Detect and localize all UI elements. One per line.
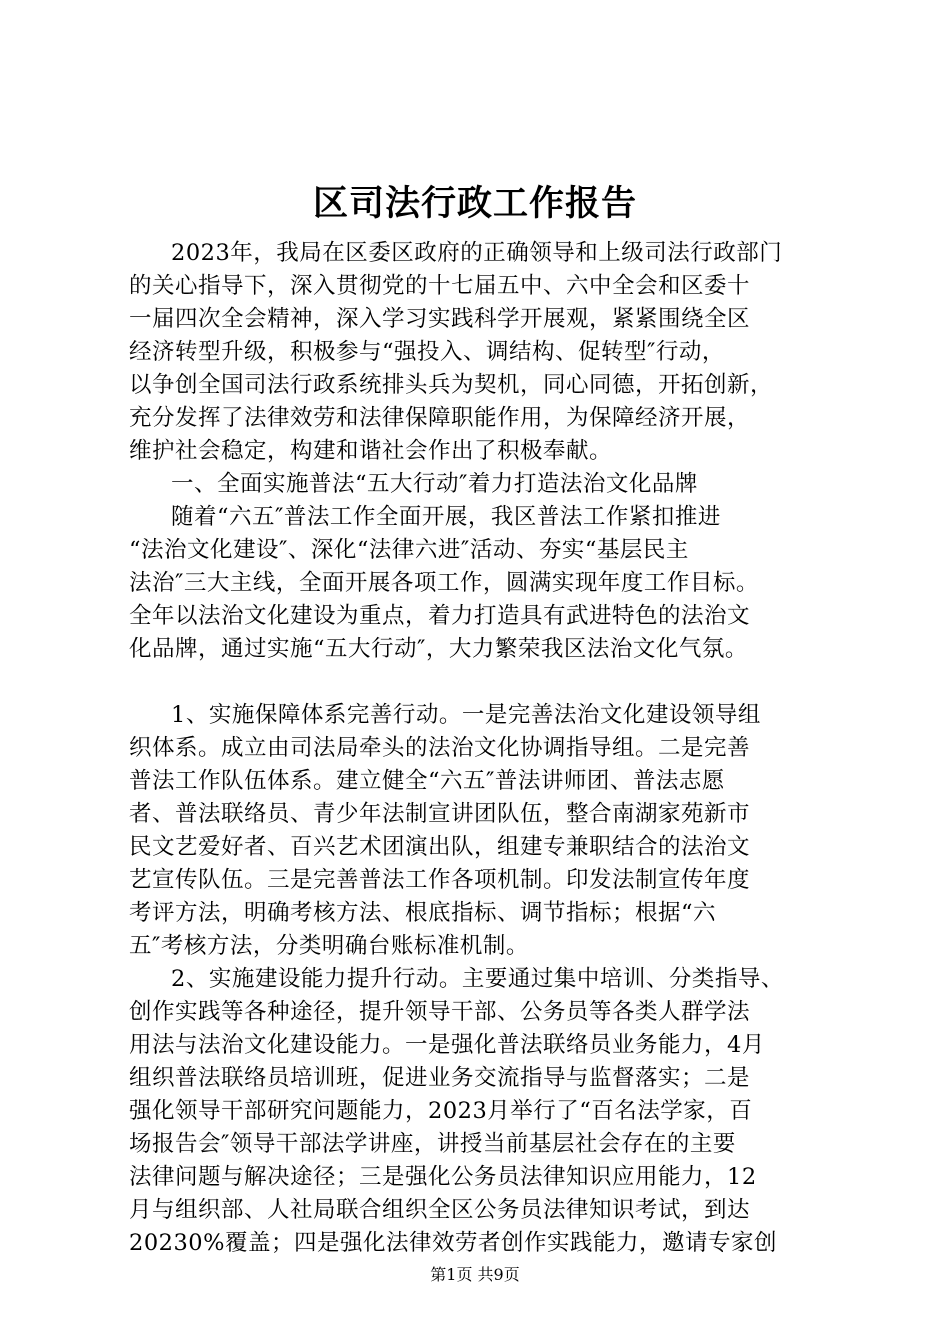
paragraph-line: 充分发挥了法律效劳和法律保障职能作用，为保障经济开展，	[129, 405, 751, 431]
paragraph-line: 月与组织部、人社局联合组织全区公务员法律知识考试，到达	[129, 1197, 751, 1223]
paragraph-line: 20230%覆盖；四是强化法律效劳者创作实践能力，邀请专家创	[129, 1230, 777, 1256]
section-heading: 一、全面实施普法“五大行动″着力打造法治文化品牌	[171, 471, 698, 497]
paragraph-line: 以争创全国司法行政系统排头兵为契机，同心同德，开拓创新，	[129, 372, 774, 398]
paragraph-line: 维护社会稳定，构建和谐社会作出了积极奉献。	[129, 438, 613, 464]
paragraph-line: 者、普法联络员、青少年法制宣讲团队伍，整合南湖家苑新市	[129, 801, 751, 827]
paragraph-line: 民文艺爱好者、百兴艺术团演出队，组建专兼职结合的法治文	[129, 834, 751, 860]
paragraph-line: 2023年，我局在区委区政府的正确领导和上级司法行政部门	[171, 240, 783, 266]
paragraph-line: 考评方法，明确考核方法、根底指标、调节指标；根据“六	[129, 900, 717, 926]
paragraph-line: 织体系。成立由司法局牵头的法治文化协调指导组。二是完善	[129, 735, 751, 761]
paragraph-line: 一届四次全会精神，深入学习实践科学开展观，紧紧围绕全区	[129, 306, 751, 332]
paragraph-line: 1、实施保障体系完善行动。一是完善法治文化建设领导组	[171, 702, 761, 728]
paragraph-line: 普法工作队伍体系。建立健全“六五″普法讲师团、普法志愿	[129, 768, 725, 794]
paragraph-line: 化品牌，通过实施“五大行动″，大力繁荣我区法治文化气氛。	[129, 636, 748, 662]
paragraph-line: 组织普法联络员培训班，促进业务交流指导与监督落实；二是	[129, 1065, 751, 1091]
paragraph-line: “法治文化建设″、深化“法律六进″活动、夯实“基层民主	[129, 537, 689, 563]
paragraph-line: 2、实施建设能力提升行动。主要通过集中培训、分类指导、	[171, 966, 784, 992]
paragraph-line: 的关心指导下，深入贯彻党的十七届五中、六中全会和区委十	[129, 273, 751, 299]
paragraph-line: 强化领导干部研究问题能力，2023月举行了“百名法学家，百	[129, 1098, 753, 1124]
page-footer: 第1页 共9页	[430, 1265, 520, 1284]
paragraph-line: 法治″三大主线，全面开展各项工作，圆满实现年度工作目标。	[129, 570, 759, 596]
paragraph-line: 用法与法治文化建设能力。一是强化普法联络员业务能力，4月	[129, 1032, 765, 1058]
paragraph-line: 五″考核方法，分类明确台账标准机制。	[129, 933, 529, 959]
paragraph-line: 随着“六五″普法工作全面开展，我区普法工作紧扣推进	[171, 504, 721, 530]
paragraph-line: 艺宣传队伍。三是完善普法工作各项机制。印发法制宣传年度	[129, 867, 751, 893]
paragraph-line: 全年以法治文化建设为重点，着力打造具有武进特色的法治文	[129, 603, 751, 629]
document-title: 区司法行政工作报告	[312, 183, 637, 224]
paragraph-line: 法律问题与解决途径；三是强化公务员法律知识应用能力，12	[129, 1164, 757, 1190]
paragraph-line: 场报告会″领导干部法学讲座，讲授当前基层社会存在的主要	[129, 1131, 736, 1157]
paragraph-line: 创作实践等各种途径，提升领导干部、公务员等各类人群学法	[129, 999, 751, 1025]
paragraph-line: 经济转型升级，积极参与“强投入、调结构、促转型″行动，	[129, 339, 725, 365]
